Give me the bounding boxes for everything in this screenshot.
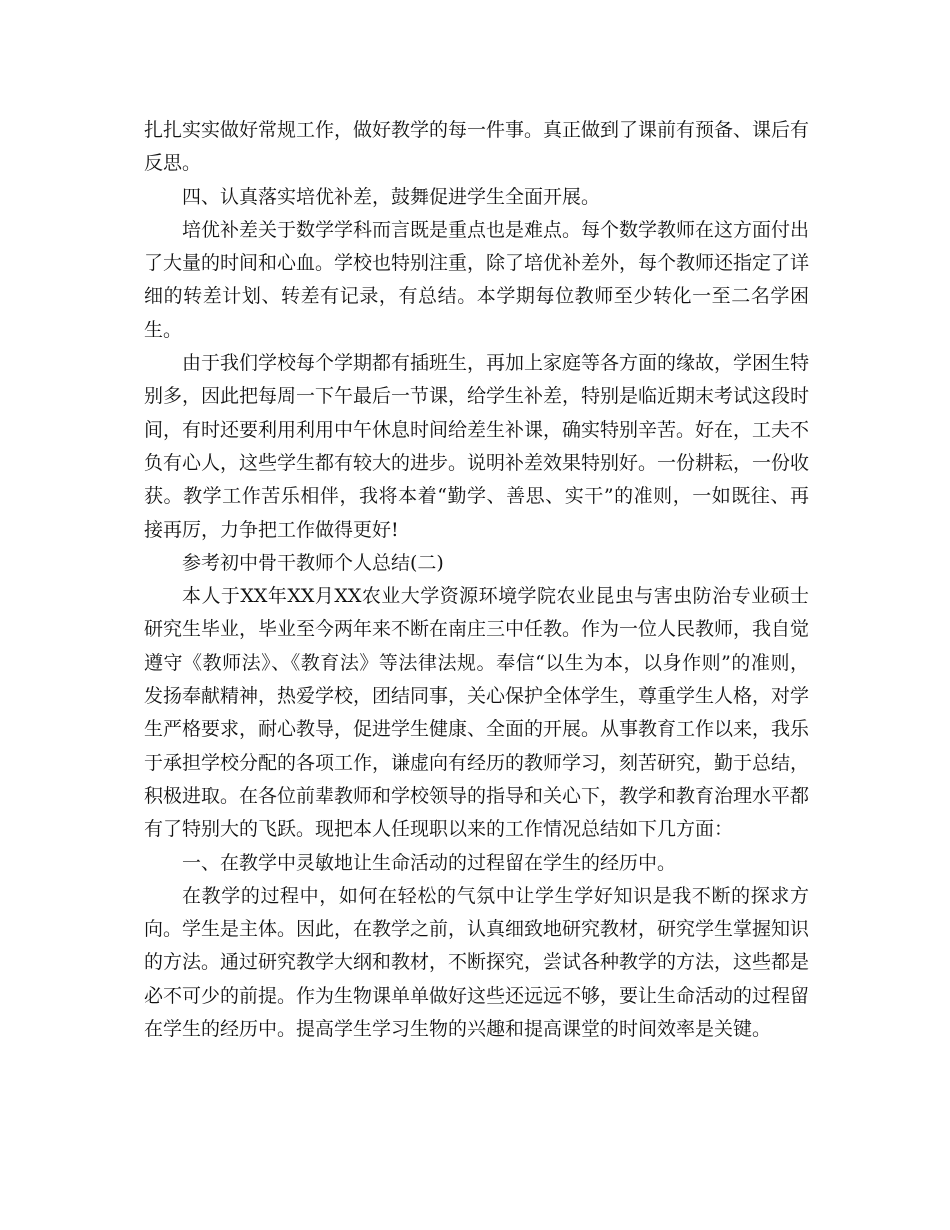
paragraph-introduction: 本人于XX年XX月XX农业大学资源环境学院农业昆虫与害虫防治专业硕士研究生毕业，毕业至今两年来不断在南庄三中任教。作为一位人民教师，我自觉遵守《教师法》、《教育法》等法律法规。奉信“以生为本，以身作则”的准则，发扬奉献精神，热爱学校，团结同事，关心保护全体学生，尊重学生人格，对学生严格要求，耐心教导，促进学生健康、全面的开展。从事教育工作以来，我乐于承担学校分配的各项工作，谦虚向有经历的教师学习，刻苦研究，勤于总结，积极进取。在各位前辈教师和学校领导的指导和关心下，教学和教育治理水平都有了特别大的飞跃。现把本人任现职以来的工作情况总结如下几方面： xyxy=(144,585,810,841)
document-body xyxy=(144,114,809,1046)
section-heading-one: 一、在教学中灵敏地让生命活动的过程留在学生的经历中。 xyxy=(182,851,677,874)
document-subtitle: 参考初中骨干教师个人总结(二) xyxy=(182,551,444,574)
paragraph-tutoring: 培优补差关于数学学科而言既是重点也是难点。每个数学教师在这方面付出了大量的时间和心血。学校也特别注重，除了培优补差外，每个教师还指定了详细的转差计划、转差有记录，有总结。本学期每位教师至少转化一至二名学困生。 xyxy=(144,218,810,341)
section-heading-four: 四、认真落实培优补差，鼓舞促进学生全面开展。 xyxy=(182,185,601,208)
paragraph-teaching-process: 在教学的过程中，如何在轻松的气氛中让学生学好知识是我不断的探求方向。学生是主体。因此，在教学之前，认真细致地研究教材，研究学生掌握知识的方法。通过研究教学大纲和教材，不断探究，尝试各种教学的方法，这些都是必不可少的前提。作为生物课单单做好这些还远远不够，要让生命活动的过程留在学生的经历中。提高学生学习生物的兴趣和提高课堂的时间效率是关键。 xyxy=(144,884,810,1041)
paragraph-continuation: 扎扎实实做好常规工作，做好教学的每一件事。真正做到了课前有预备、课后有反思。 xyxy=(144,119,810,175)
paragraph-remedial: 由于我们学校每个学期都有插班生，再加上家庭等各方面的缘故，学困生特别多，因此把每周一下午最后一节课，给学生补差，特别是临近期末考试这段时间，有时还要利用利用中午休息时间给差生补课，确实特别辛苦。好在，工夫不负有心人，这些学生都有较大的进步。说明补差效果特别好。一份耕耘，一份收获。教学工作苦乐相伴，我将本着“勤学、善思、实干”的准则，一如既往、再接再厉，力争把工作做得更好! xyxy=(144,352,810,541)
